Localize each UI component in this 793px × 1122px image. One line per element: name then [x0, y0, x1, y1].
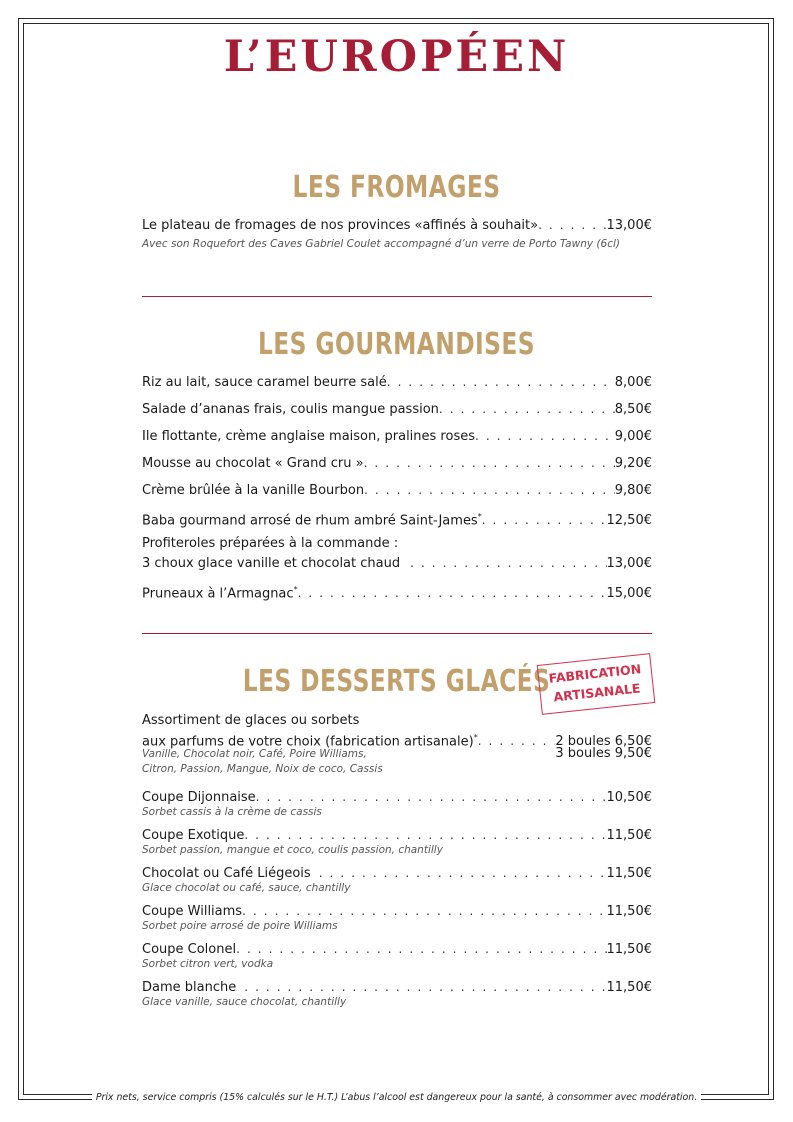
item-label: Pruneaux à l’Armagnac* — [142, 585, 298, 602]
item-label: 3 choux glace vanille et chocolat chaud — [142, 556, 401, 571]
price-2-boules: 2 boules 6,50€ — [555, 734, 652, 750]
item-label: Riz au lait, sauce caramel beurre salé — [142, 375, 387, 390]
menu-item-gourmandises-8 — [142, 582, 652, 602]
item-label: aux parfums de votre choix (fabrication artisanale)* — [142, 733, 478, 750]
menu-item-gourmandises-3 — [142, 455, 652, 472]
item-label: Chocolat ou Café Liégeois — [142, 866, 311, 881]
item-label: Ile flottante, crème anglaise maison, pralines roses — [142, 429, 475, 444]
menu-item-gourmandises-4 — [142, 482, 652, 499]
item-price: 13,00€ — [606, 556, 652, 571]
menu-item-gourmandises-6: Profiteroles préparées à la commande : — [142, 536, 399, 551]
item-label: Coupe Colonel — [142, 942, 237, 957]
menu-item-glaces-4 — [142, 941, 652, 958]
item-price: 8,50€ — [614, 402, 652, 417]
item-price: 15,00€ — [606, 586, 652, 602]
item-price: 9,00€ — [614, 429, 652, 444]
item-note: Avec son Roquefort des Caves Gabriel Coulet accompagné d’un verre de Porto Tawny (6cl) — [142, 238, 620, 250]
item-price: 11,50€ — [606, 904, 652, 919]
item-note: Sorbet passion, mangue et coco, coulis passion, chantilly — [142, 844, 443, 856]
item-price: 11,50€ — [606, 942, 652, 957]
section-title-glaces: LES DESSERTS GLACÉS — [242, 664, 551, 699]
menu-item-glaces-5 — [142, 979, 652, 996]
leader-dots — [478, 733, 556, 749]
item-label: Coupe Dijonnaise — [142, 790, 256, 805]
section-divider — [142, 633, 652, 634]
leader-dots — [311, 865, 607, 881]
item-label: Salade d’ananas frais, coulis mangue passion — [142, 402, 439, 417]
item-label: Le plateau de fromages de nos provinces «affinés à souhait» — [142, 218, 539, 233]
item-label: Coupe Williams — [142, 904, 243, 919]
item-note: Citron, Passion, Mangue, Noix de coco, Cassis — [142, 763, 383, 775]
item-note: Sorbet citron vert, vodka — [142, 958, 274, 970]
leader-dots — [236, 941, 606, 957]
item-note: Vanille, Chocolat noir, Café, Poire Williams, — [142, 748, 367, 760]
section-title-gourmandises: LES GOURMANDISES — [257, 327, 536, 362]
item-note: Glace vanille, sauce chocolat, chantilly — [142, 996, 347, 1008]
asterisk-mark: * — [293, 585, 298, 594]
menu-item-gourmandises-2 — [142, 428, 652, 445]
item-note: Sorbet cassis à la crème de cassis — [142, 806, 322, 818]
item-price: 11,50€ — [606, 980, 652, 995]
menu-item-glaces-3 — [142, 903, 652, 920]
menu-item-gourmandises-5 — [142, 509, 652, 529]
footer-disclaimer — [0, 1092, 793, 1103]
menu-item-glaces-2 — [142, 865, 652, 882]
item-price: 8,00€ — [614, 375, 652, 390]
item-price: 12,50€ — [606, 513, 652, 529]
item-note: Sorbet poire arrosé de poire Williams — [142, 920, 338, 932]
menu-item-gourmandises-7 — [142, 555, 652, 572]
item-price: 9,20€ — [614, 456, 652, 471]
footer-text: Prix nets, service compris (15% calculés sur le H.T.) L’abus l’alcool est dangereux pour la santé, à consommer avec modération. — [92, 1092, 701, 1103]
asterisk-mark: * — [473, 733, 478, 742]
item-label: Crème brûlée à la vanille Bourbon — [142, 483, 365, 498]
section-title-fromages: LES FROMAGES — [292, 170, 501, 205]
leader-dots — [538, 217, 606, 233]
leader-dots — [482, 512, 607, 528]
menu-item-glaces-0 — [142, 789, 652, 806]
item-price: 9,80€ — [614, 483, 652, 498]
leader-dots — [439, 401, 615, 417]
item-label: Coupe Exotique — [142, 828, 245, 843]
restaurant-logo: L’EUROPÉEN — [223, 32, 570, 82]
stamp-line-2: ARTISANALE — [552, 680, 642, 705]
leader-dots — [400, 555, 606, 571]
assortiment-title: Assortiment de glaces ou sorbets — [142, 713, 360, 728]
section-divider — [142, 296, 652, 297]
menu-item-fromages-0 — [142, 217, 652, 234]
leader-dots — [298, 585, 607, 601]
leader-dots — [244, 827, 606, 843]
leader-dots — [242, 903, 606, 919]
menu-item-glaces-1 — [142, 827, 652, 844]
leader-dots — [387, 374, 615, 390]
item-price: 11,50€ — [606, 828, 652, 843]
item-label: Baba gourmand arrosé de rhum ambré Saint-James* — [142, 512, 482, 529]
menu-item-gourmandises-1 — [142, 401, 652, 418]
item-label: Mousse au chocolat « Grand cru » — [142, 456, 364, 471]
item-price: 13,00€ — [606, 218, 652, 233]
leader-dots — [364, 482, 615, 498]
price-3-boules: 3 boules 9,50€ — [555, 746, 652, 761]
item-label: Dame blanche — [142, 980, 237, 995]
leader-dots — [364, 455, 615, 471]
item-price: 11,50€ — [606, 866, 652, 881]
menu-item-gourmandises-0 — [142, 374, 652, 391]
item-note: Glace chocolat ou café, sauce, chantilly — [142, 882, 351, 894]
stamp-line-1: FABRICATION — [547, 661, 642, 686]
leader-dots — [256, 789, 607, 805]
item-price: 10,50€ — [606, 790, 652, 805]
leader-dots — [236, 979, 606, 995]
leader-dots — [475, 428, 615, 444]
asterisk-mark: * — [477, 512, 482, 521]
